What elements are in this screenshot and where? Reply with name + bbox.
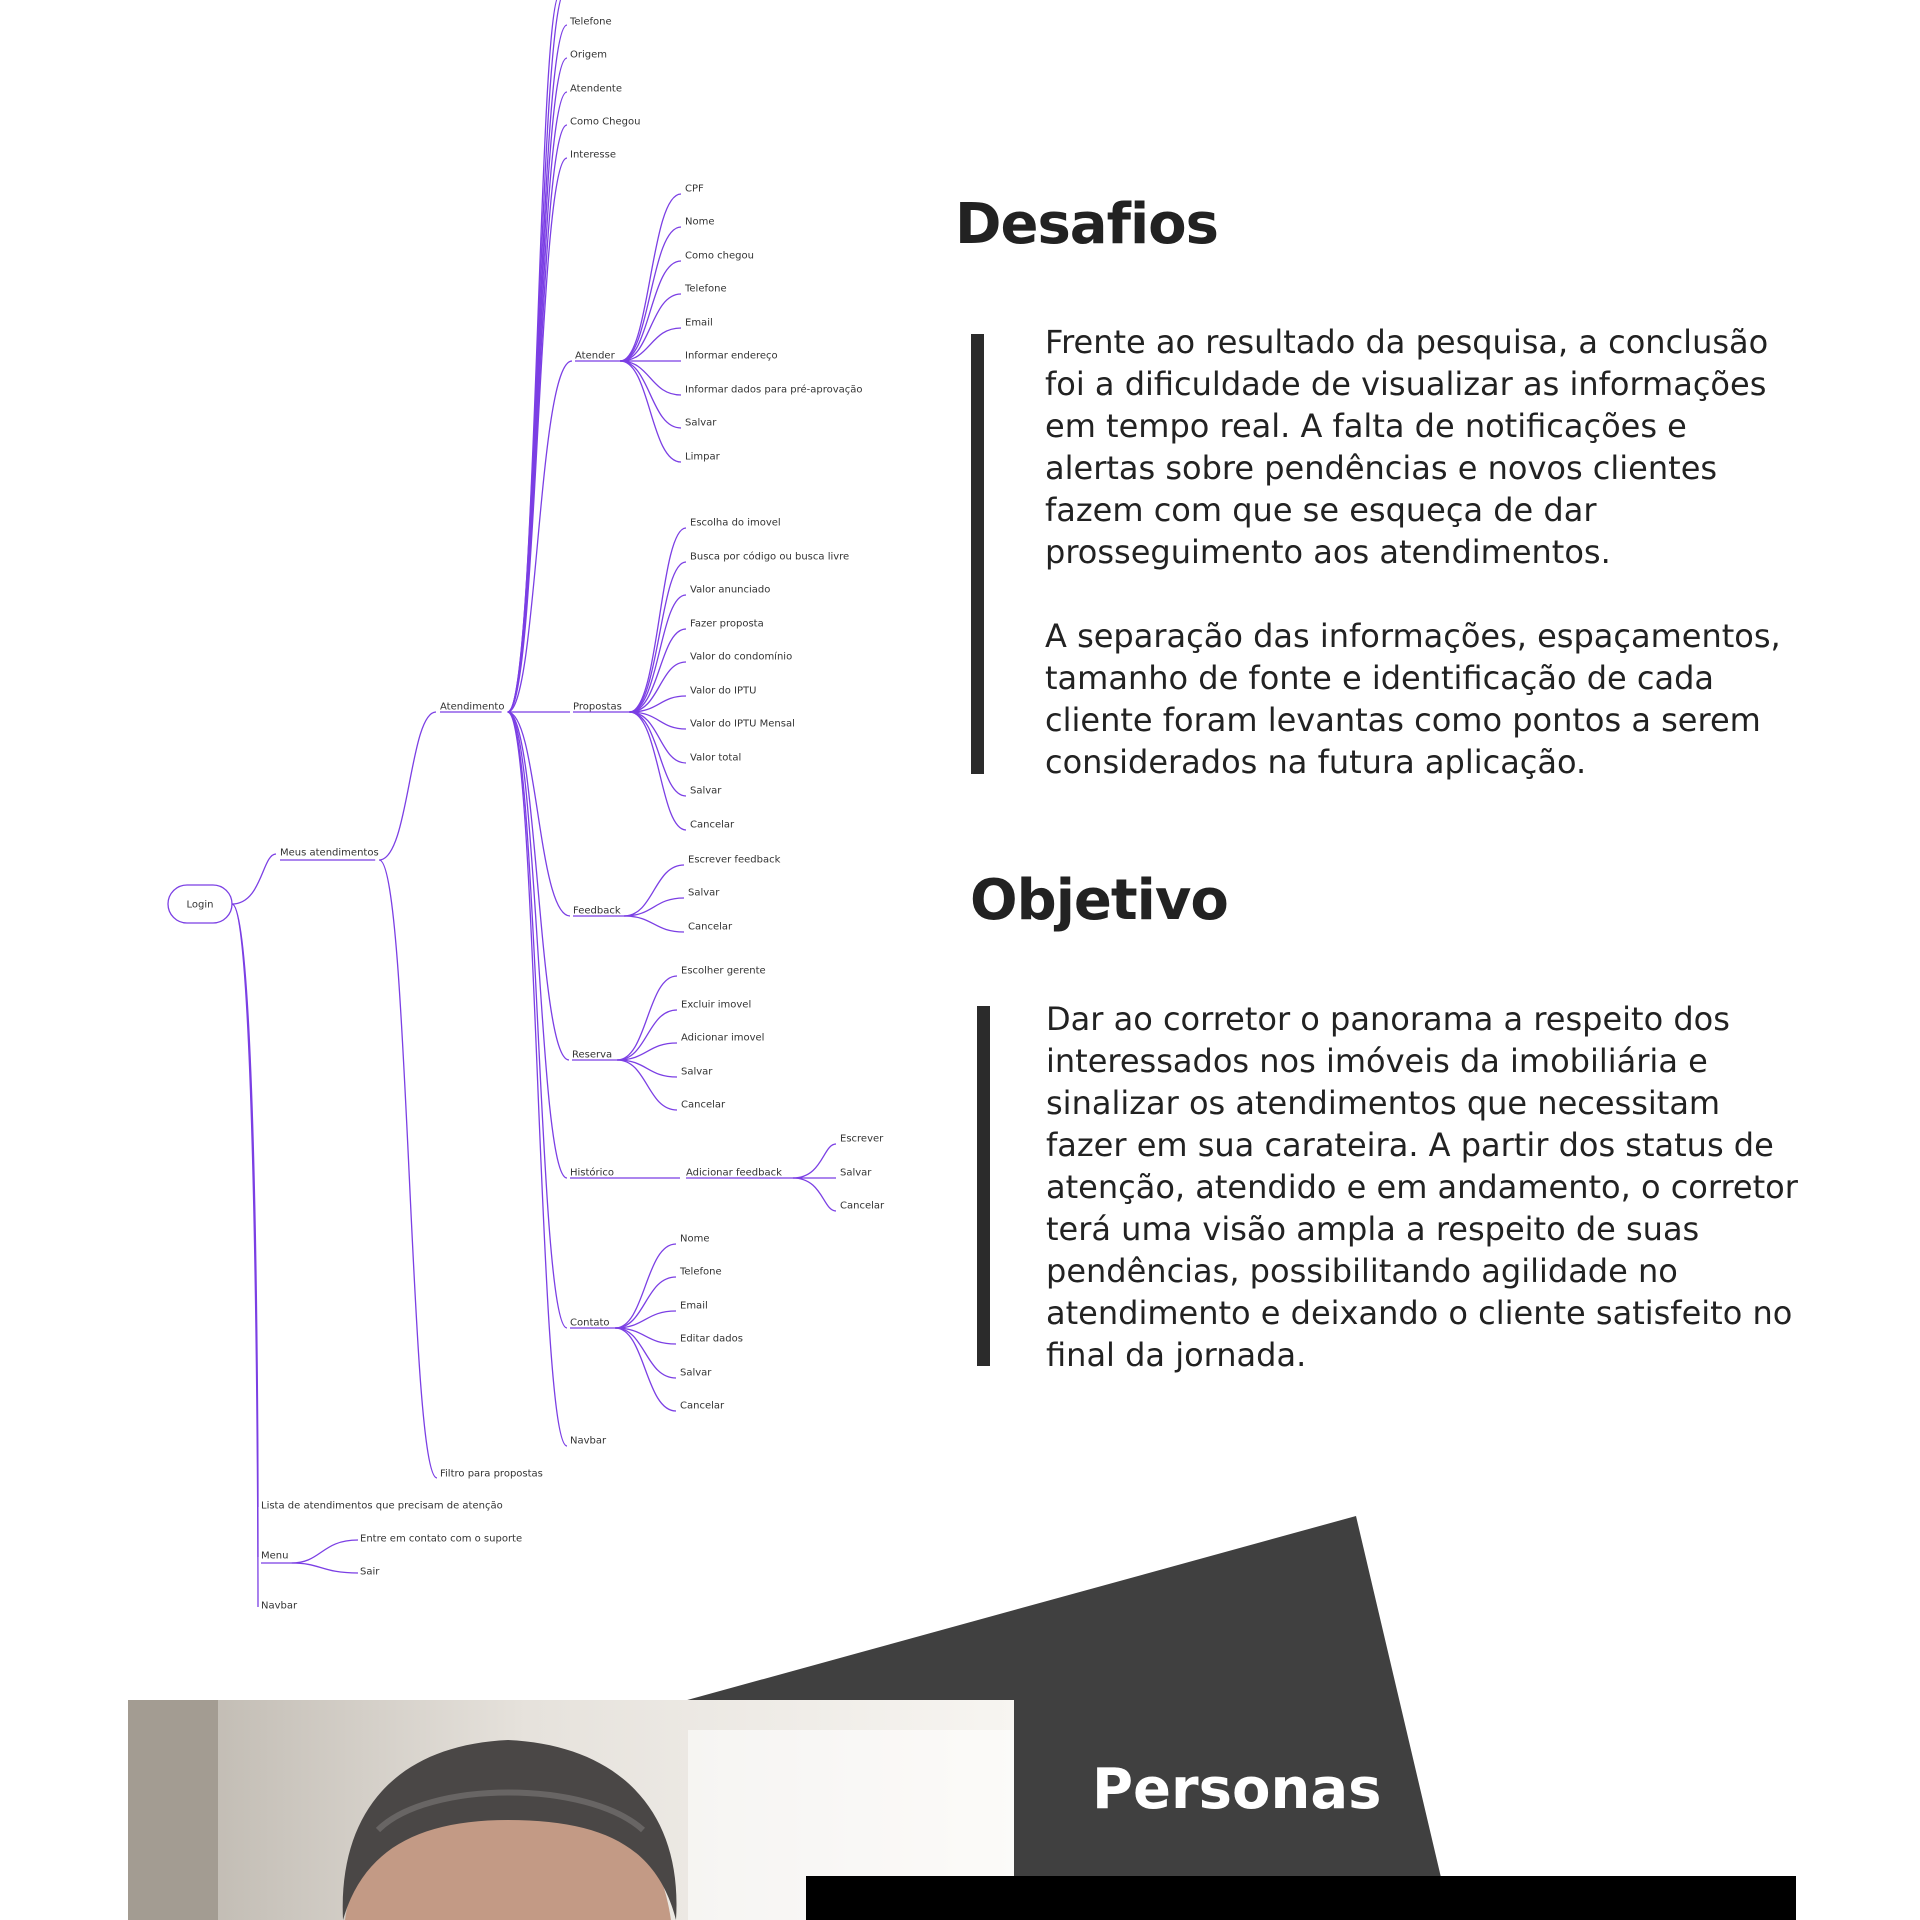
mind-map-leaf[interactable]: Cancelar	[690, 819, 735, 831]
mind-map-leaf[interactable]: Cancelar	[840, 1200, 885, 1212]
mind-map-node[interactable]: Filtro para propostas	[440, 1468, 543, 1480]
mind-map-leaf[interactable]: Salvar	[681, 1066, 713, 1078]
personas-title: Personas	[1092, 1757, 1382, 1822]
desafios-text: Frente ao resultado da pesquisa, a conclusão foi a dificuldade de visualizar as informações em tempo real. A falta de notificações e alertas sobre pendências e novos clientes fazem com que se esqueça de dar prosseguimento aos atendimentos. A separação das informações, espaçamentos, tamanho de fonte e identificação de cada cliente foram levantas como pontos a serem considerados na futura aplicação.	[1045, 323, 1781, 781]
mind-map-leaf[interactable]: Informar dados para pré-aprovação	[685, 384, 863, 396]
mind-map-leaf[interactable]: Valor do IPTU Mensal	[690, 718, 795, 730]
mind-map-node[interactable]: Meus atendimentos	[280, 847, 379, 859]
desafios-title: Desafios	[955, 192, 1218, 257]
mind-map-leaf[interactable]: Valor total	[690, 752, 742, 764]
mind-map-leaf[interactable]: Nome	[680, 1233, 710, 1245]
mind-map-leaf[interactable]: Salvar	[688, 887, 720, 899]
mind-map-leaf[interactable]: Cancelar	[681, 1099, 726, 1111]
mind-map-node[interactable]: Origem	[570, 49, 608, 61]
mind-map-node[interactable]: Navbar	[570, 1435, 607, 1447]
mind-map-root[interactable]: Login	[186, 899, 214, 911]
mind-map-leaf[interactable]: Salvar	[840, 1167, 872, 1179]
mind-map-leaf[interactable]: Valor do condomínio	[690, 651, 793, 663]
mind-map-node[interactable]: Atendente	[570, 83, 622, 95]
mind-map-branch[interactable]: Feedback	[573, 905, 621, 917]
mind-map-branch[interactable]: Reserva	[572, 1049, 613, 1061]
mind-map-leaf[interactable]: Escolha do imovel	[690, 517, 781, 529]
mind-map-leaf[interactable]: Valor anunciado	[690, 584, 771, 596]
mind-map-branch[interactable]: Propostas	[573, 701, 622, 713]
mind-map-leaf[interactable]: Salvar	[680, 1367, 712, 1379]
mind-map-leaf[interactable]: Escrever feedback	[688, 854, 781, 866]
mind-map-leaf[interactable]: Limpar	[685, 451, 720, 463]
mind-map-leaf[interactable]: Telefone	[680, 1266, 722, 1278]
mind-map-node[interactable]: Adicionar feedback	[686, 1167, 782, 1179]
mind-map-node[interactable]: Atendimento	[440, 701, 505, 713]
mind-map-leaf[interactable]: Excluir imovel	[681, 999, 752, 1011]
mind-map-branch[interactable]: Contato	[570, 1317, 610, 1329]
mind-map-leaf[interactable]: Salvar	[685, 417, 717, 429]
mind-map-leaf[interactable]: Adicionar imovel	[681, 1032, 765, 1044]
mind-map-branch[interactable]: Atender	[575, 350, 615, 362]
mind-map-leaf[interactable]: Editar dados	[680, 1333, 743, 1345]
persona-card-top-edge	[806, 1876, 1796, 1920]
objetivo-text: Dar ao corretor o panorama a respeito dos interessados nos imóveis da imobiliária e sinalizar os atendimentos que necessitam fazer em sua carateira. A partir dos status de atenção, atendido e em andamento, o corretor terá uma visão ampla a respeito de suas pendências, possibilitando agilidade no atendimento e deixando o cliente satisfeito no final da jornada.	[1046, 1000, 1798, 1374]
mind-map-node[interactable]: Sair	[360, 1566, 380, 1578]
mind-map-node[interactable]: Entre em contato com o suporte	[360, 1533, 523, 1545]
mind-map-node[interactable]: Lista de atendimentos que precisam de atenção	[261, 1500, 503, 1512]
mind-map-leaf[interactable]: Email	[685, 317, 713, 329]
mind-map-leaf[interactable]: Nome	[685, 216, 715, 228]
mind-map-leaf[interactable]: Cancelar	[680, 1400, 725, 1412]
mind-map-leaf[interactable]: Cancelar	[688, 921, 733, 933]
mind-map-leaf[interactable]: Como chegou	[685, 250, 754, 262]
mind-map-node[interactable]: Telefone	[570, 16, 612, 28]
mind-map-leaf[interactable]: Escolher gerente	[681, 965, 766, 977]
mind-map-leaf[interactable]: Telefone	[685, 283, 727, 295]
mind-map-leaf[interactable]: CPF	[685, 183, 704, 195]
mind-map-leaf[interactable]: Valor do IPTU	[690, 685, 757, 697]
mind-map-leaf[interactable]: Escrever	[840, 1133, 884, 1145]
mind-map-leaf[interactable]: Email	[680, 1300, 708, 1312]
mind-map-leaf[interactable]: Informar endereço	[685, 350, 778, 362]
mind-map-node[interactable]: Navbar	[261, 1600, 298, 1612]
mind-map-node[interactable]: Como Chegou	[570, 116, 641, 128]
objetivo-title: Objetivo	[970, 868, 1228, 933]
mind-map-branch[interactable]: Histórico	[570, 1167, 615, 1179]
mind-map-leaf[interactable]: Fazer proposta	[690, 618, 764, 630]
mind-map-leaf[interactable]: Busca por código ou busca livre	[690, 551, 850, 563]
mind-map-leaf[interactable]: Salvar	[690, 785, 722, 797]
mind-map-node[interactable]: Menu	[261, 1550, 289, 1562]
mind-map-node[interactable]: Interesse	[570, 149, 616, 161]
